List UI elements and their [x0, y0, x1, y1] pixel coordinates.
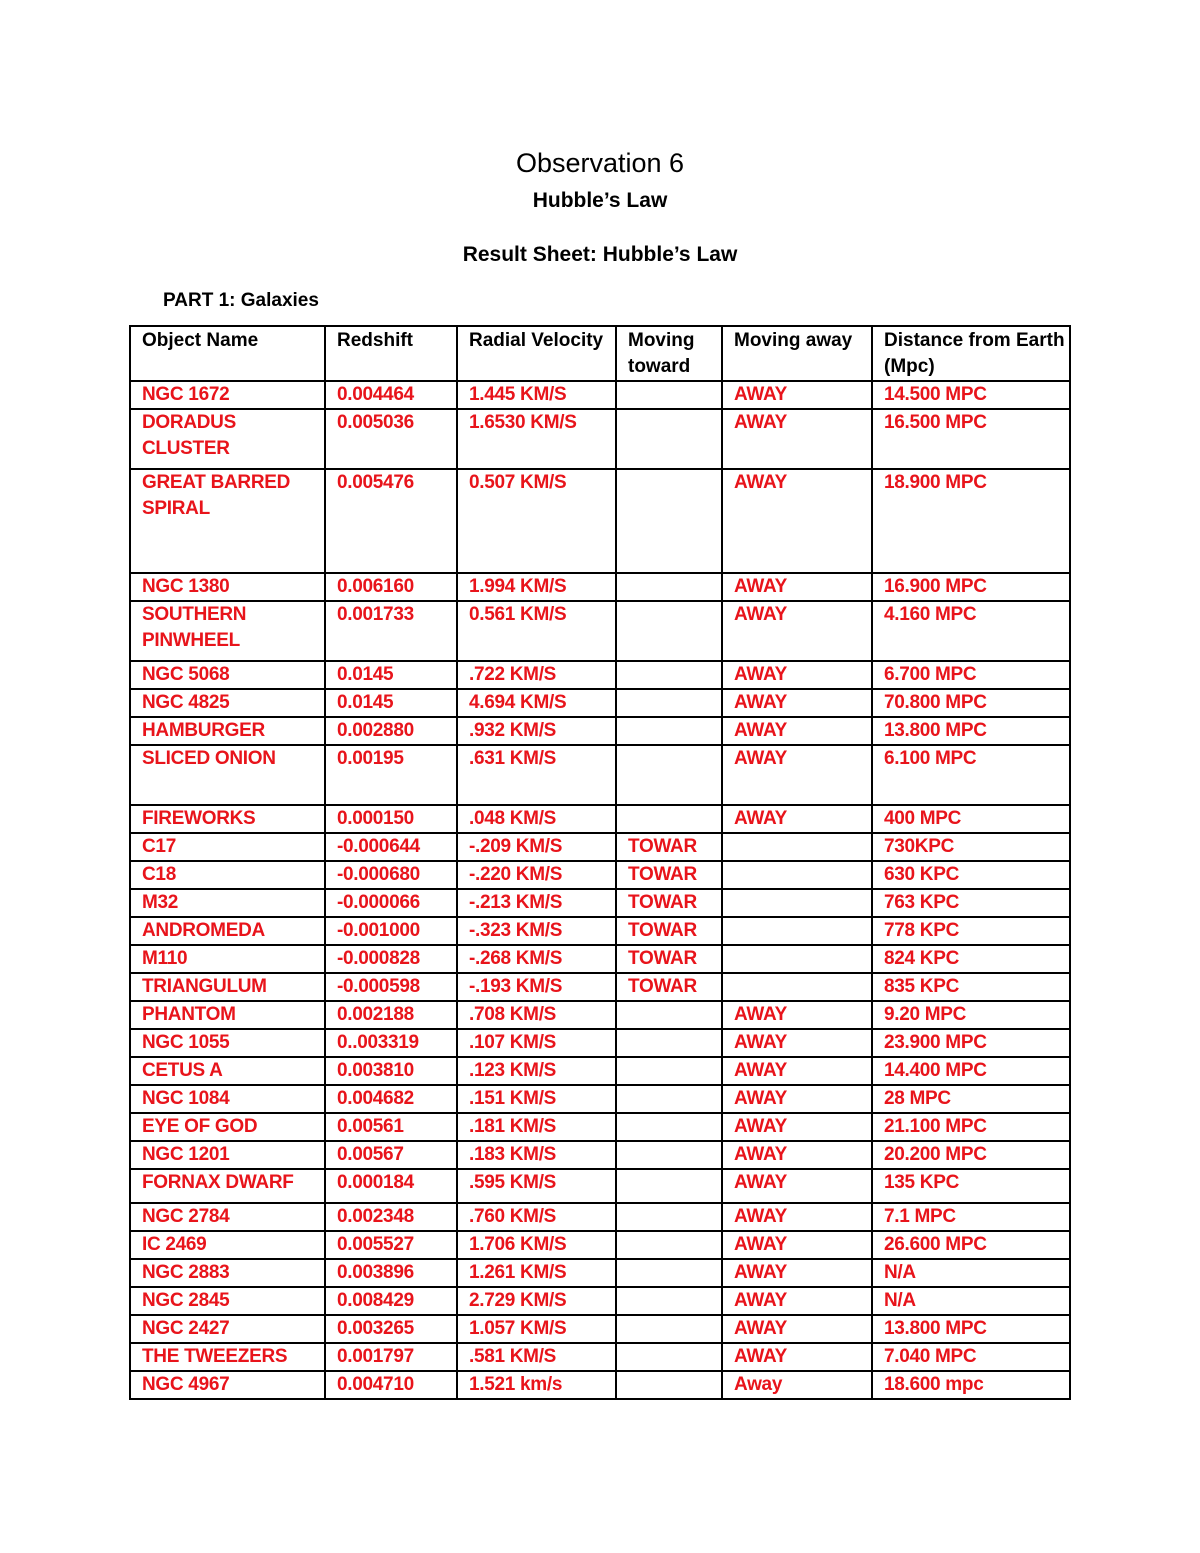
cell-object-name: DORADUS CLUSTER: [130, 409, 325, 469]
cell-distance: 835 KPC: [872, 973, 1070, 1001]
table-row: [130, 717, 1070, 745]
cell-radial-velocity: 1.6530 KM/S: [457, 409, 616, 469]
column-header-moving-toward: Moving toward: [616, 326, 722, 381]
cell-moving-away: AWAY: [722, 573, 872, 601]
table-row: [130, 409, 1070, 469]
cell-moving-toward: [616, 1001, 722, 1029]
cell-object-name: FIREWORKS: [130, 805, 325, 833]
table-body: [130, 381, 1070, 1399]
cell-redshift: 0.005476: [325, 469, 457, 573]
cell-object-name: NGC 1084: [130, 1085, 325, 1113]
cell-moving-away: AWAY: [722, 1001, 872, 1029]
cell-distance: 16.900 MPC: [872, 573, 1070, 601]
cell-moving-toward: [616, 409, 722, 469]
cell-object-name: SOUTHERN PINWHEEL: [130, 601, 325, 661]
table-row: [130, 745, 1070, 805]
cell-moving-toward: [616, 1085, 722, 1113]
cell-radial-velocity: 1.706 KM/S: [457, 1231, 616, 1259]
cell-object-name: TRIANGULUM: [130, 973, 325, 1001]
column-header-object-name: Object Name: [130, 326, 325, 381]
cell-moving-away: AWAY: [722, 1287, 872, 1315]
cell-distance: 4.160 MPC: [872, 601, 1070, 661]
cell-object-name: NGC 2883: [130, 1259, 325, 1287]
cell-moving-toward: TOWAR: [616, 861, 722, 889]
cell-moving-toward: TOWAR: [616, 833, 722, 861]
cell-radial-velocity: .631 KM/S: [457, 745, 616, 805]
cell-object-name: EYE OF GOD: [130, 1113, 325, 1141]
cell-redshift: -0.000644: [325, 833, 457, 861]
cell-redshift: 0.002880: [325, 717, 457, 745]
cell-distance: 6.700 MPC: [872, 661, 1070, 689]
document-subtitle: Hubble’s Law: [532, 189, 668, 212]
table-row: [130, 833, 1070, 861]
cell-redshift: 0.000184: [325, 1169, 457, 1203]
table-row: [130, 689, 1070, 717]
cell-moving-toward: [616, 1315, 722, 1343]
cell-radial-velocity: .708 KM/S: [457, 1001, 616, 1029]
cell-radial-velocity: .107 KM/S: [457, 1029, 616, 1057]
cell-moving-away: AWAY: [722, 1315, 872, 1343]
cell-moving-toward: [616, 1343, 722, 1371]
cell-redshift: 0.003265: [325, 1315, 457, 1343]
cell-radial-velocity: .760 KM/S: [457, 1203, 616, 1231]
table-row: [130, 973, 1070, 1001]
cell-radial-velocity: .932 KM/S: [457, 717, 616, 745]
table-row: [130, 1259, 1070, 1287]
cell-radial-velocity: 1.261 KM/S: [457, 1259, 616, 1287]
cell-redshift: 0.003896: [325, 1259, 457, 1287]
cell-moving-away: AWAY: [722, 601, 872, 661]
cell-moving-away: AWAY: [722, 717, 872, 745]
cell-redshift: 0.004682: [325, 1085, 457, 1113]
cell-radial-velocity: .722 KM/S: [457, 661, 616, 689]
cell-radial-velocity: -.209 KM/S: [457, 833, 616, 861]
cell-distance: 28 MPC: [872, 1085, 1070, 1113]
cell-radial-velocity: .181 KM/S: [457, 1113, 616, 1141]
table-row: [130, 1287, 1070, 1315]
cell-radial-velocity: 1.994 KM/S: [457, 573, 616, 601]
cell-moving-toward: [616, 1029, 722, 1057]
cell-distance: 9.20 MPC: [872, 1001, 1070, 1029]
cell-redshift: -0.000828: [325, 945, 457, 973]
document-title: Observation 6: [515, 148, 685, 178]
cell-distance: 70.800 MPC: [872, 689, 1070, 717]
cell-radial-velocity: 4.694 KM/S: [457, 689, 616, 717]
cell-distance: 13.800 MPC: [872, 717, 1070, 745]
cell-distance: 135 KPC: [872, 1169, 1070, 1203]
cell-radial-velocity: 1.521 km/s: [457, 1371, 616, 1399]
table-row: [130, 1231, 1070, 1259]
cell-redshift: -0.000680: [325, 861, 457, 889]
cell-radial-velocity: .123 KM/S: [457, 1057, 616, 1085]
cell-moving-away: [722, 833, 872, 861]
cell-moving-away: AWAY: [722, 1231, 872, 1259]
cell-object-name: C18: [130, 861, 325, 889]
cell-object-name: SLICED ONION: [130, 745, 325, 805]
cell-moving-toward: [616, 381, 722, 409]
cell-moving-away: [722, 861, 872, 889]
cell-redshift: 0.003810: [325, 1057, 457, 1085]
cell-distance: 13.800 MPC: [872, 1315, 1070, 1343]
cell-distance: 20.200 MPC: [872, 1141, 1070, 1169]
cell-distance: 7.040 MPC: [872, 1343, 1070, 1371]
cell-moving-away: AWAY: [722, 1057, 872, 1085]
cell-moving-toward: [616, 1203, 722, 1231]
cell-redshift: 0.001797: [325, 1343, 457, 1371]
cell-moving-toward: [616, 1057, 722, 1085]
cell-object-name: THE TWEEZERS: [130, 1343, 325, 1371]
cell-distance: 630 KPC: [872, 861, 1070, 889]
table-row: [130, 861, 1070, 889]
cell-moving-away: AWAY: [722, 1085, 872, 1113]
cell-object-name: PHANTOM: [130, 1001, 325, 1029]
table-header-row: [130, 326, 1070, 381]
cell-redshift: -0.000066: [325, 889, 457, 917]
cell-object-name: NGC 2845: [130, 1287, 325, 1315]
cell-moving-toward: [616, 1141, 722, 1169]
cell-object-name: ANDROMEDA: [130, 917, 325, 945]
cell-radial-velocity: -.213 KM/S: [457, 889, 616, 917]
cell-moving-toward: [616, 1371, 722, 1399]
cell-distance: 18.900 MPC: [872, 469, 1070, 573]
cell-moving-away: [722, 945, 872, 973]
column-header-radial-velocity: Radial Velocity: [457, 326, 616, 381]
cell-object-name: CETUS A: [130, 1057, 325, 1085]
cell-object-name: NGC 4825: [130, 689, 325, 717]
cell-moving-away: AWAY: [722, 745, 872, 805]
cell-redshift: 0.005036: [325, 409, 457, 469]
table-row: [130, 1169, 1070, 1203]
cell-distance: 16.500 MPC: [872, 409, 1070, 469]
cell-moving-away: AWAY: [722, 661, 872, 689]
cell-moving-toward: [616, 601, 722, 661]
cell-radial-velocity: .581 KM/S: [457, 1343, 616, 1371]
cell-distance: 824 KPC: [872, 945, 1070, 973]
cell-moving-toward: [616, 805, 722, 833]
table-row: [130, 945, 1070, 973]
cell-distance: 26.600 MPC: [872, 1231, 1070, 1259]
cell-distance: 730KPC: [872, 833, 1070, 861]
column-header-moving-away: Moving away: [722, 326, 872, 381]
cell-moving-toward: TOWAR: [616, 945, 722, 973]
cell-redshift: 0.004464: [325, 381, 457, 409]
cell-distance: N/A: [872, 1287, 1070, 1315]
cell-moving-toward: TOWAR: [616, 973, 722, 1001]
cell-redshift: 0.00195: [325, 745, 457, 805]
cell-radial-velocity: 1.445 KM/S: [457, 381, 616, 409]
cell-redshift: 0.00561: [325, 1113, 457, 1141]
cell-distance: 23.900 MPC: [872, 1029, 1070, 1057]
cell-distance: 14.400 MPC: [872, 1057, 1070, 1085]
cell-moving-away: AWAY: [722, 805, 872, 833]
table-row: [130, 661, 1070, 689]
cell-redshift: 0.00567: [325, 1141, 457, 1169]
cell-distance: 400 MPC: [872, 805, 1070, 833]
cell-redshift: 0.0145: [325, 661, 457, 689]
table-row: [130, 601, 1070, 661]
cell-redshift: 0.002188: [325, 1001, 457, 1029]
cell-object-name: M32: [130, 889, 325, 917]
cell-distance: 7.1 MPC: [872, 1203, 1070, 1231]
cell-distance: 778 KPC: [872, 917, 1070, 945]
cell-moving-toward: [616, 469, 722, 573]
cell-redshift: 0.001733: [325, 601, 457, 661]
cell-redshift: 0.002348: [325, 1203, 457, 1231]
table-row: [130, 1029, 1070, 1057]
table-row: [130, 917, 1070, 945]
cell-moving-away: AWAY: [722, 1343, 872, 1371]
cell-moving-toward: [616, 573, 722, 601]
cell-object-name: C17: [130, 833, 325, 861]
cell-radial-velocity: 1.057 KM/S: [457, 1315, 616, 1343]
cell-redshift: 0.006160: [325, 573, 457, 601]
cell-radial-velocity: 2.729 KM/S: [457, 1287, 616, 1315]
cell-moving-away: AWAY: [722, 1259, 872, 1287]
table-row: [130, 1141, 1070, 1169]
cell-moving-toward: [616, 1231, 722, 1259]
part-label: PART 1: Galaxies: [163, 290, 319, 311]
cell-moving-away: AWAY: [722, 1169, 872, 1203]
cell-radial-velocity: -.268 KM/S: [457, 945, 616, 973]
cell-redshift: 0.0145: [325, 689, 457, 717]
cell-moving-away: AWAY: [722, 409, 872, 469]
cell-object-name: IC 2469: [130, 1231, 325, 1259]
table-row: [130, 573, 1070, 601]
sheet-title: Result Sheet: Hubble’s Law: [462, 243, 738, 266]
cell-radial-velocity: .151 KM/S: [457, 1085, 616, 1113]
cell-radial-velocity: 0.507 KM/S: [457, 469, 616, 573]
cell-radial-velocity: -.323 KM/S: [457, 917, 616, 945]
cell-radial-velocity: .048 KM/S: [457, 805, 616, 833]
cell-redshift: 0.000150: [325, 805, 457, 833]
cell-moving-away: [722, 917, 872, 945]
table-row: [130, 1203, 1070, 1231]
cell-moving-toward: [616, 1169, 722, 1203]
table-row: [130, 1057, 1070, 1085]
cell-object-name: NGC 2784: [130, 1203, 325, 1231]
cell-object-name: NGC 1055: [130, 1029, 325, 1057]
cell-object-name: HAMBURGER: [130, 717, 325, 745]
cell-moving-toward: TOWAR: [616, 889, 722, 917]
table-row: [130, 1343, 1070, 1371]
cell-object-name: NGC 5068: [130, 661, 325, 689]
cell-moving-toward: [616, 745, 722, 805]
table-row: [130, 1113, 1070, 1141]
cell-radial-velocity: 0.561 KM/S: [457, 601, 616, 661]
table-row: [130, 1315, 1070, 1343]
cell-radial-velocity: -.193 KM/S: [457, 973, 616, 1001]
cell-redshift: 0.005527: [325, 1231, 457, 1259]
cell-redshift: 0.004710: [325, 1371, 457, 1399]
cell-distance: 763 KPC: [872, 889, 1070, 917]
table-row: [130, 805, 1070, 833]
table-row: [130, 469, 1070, 573]
cell-moving-toward: [616, 1259, 722, 1287]
column-header-redshift: Redshift: [325, 326, 457, 381]
cell-moving-away: AWAY: [722, 1203, 872, 1231]
cell-moving-away: AWAY: [722, 1141, 872, 1169]
cell-moving-away: [722, 889, 872, 917]
cell-moving-toward: [616, 661, 722, 689]
table-row: [130, 889, 1070, 917]
cell-distance: 6.100 MPC: [872, 745, 1070, 805]
cell-moving-toward: [616, 689, 722, 717]
cell-object-name: M110: [130, 945, 325, 973]
cell-object-name: GREAT BARRED SPIRAL: [130, 469, 325, 573]
cell-moving-away: AWAY: [722, 689, 872, 717]
cell-radial-velocity: .595 KM/S: [457, 1169, 616, 1203]
cell-distance: 18.600 mpc: [872, 1371, 1070, 1399]
table-row: [130, 1001, 1070, 1029]
cell-moving-toward: [616, 1287, 722, 1315]
cell-redshift: 0..003319: [325, 1029, 457, 1057]
cell-distance: 21.100 MPC: [872, 1113, 1070, 1141]
cell-moving-away: AWAY: [722, 469, 872, 573]
cell-object-name: NGC 2427: [130, 1315, 325, 1343]
cell-object-name: NGC 1380: [130, 573, 325, 601]
column-header-distance: Distance from Earth (Mpc): [872, 326, 1070, 381]
cell-moving-toward: TOWAR: [616, 917, 722, 945]
cell-distance: 14.500 MPC: [872, 381, 1070, 409]
cell-radial-velocity: -.220 KM/S: [457, 861, 616, 889]
cell-moving-toward: [616, 717, 722, 745]
cell-moving-away: AWAY: [722, 1113, 872, 1141]
cell-distance: N/A: [872, 1259, 1070, 1287]
cell-redshift: -0.001000: [325, 917, 457, 945]
cell-moving-away: AWAY: [722, 1029, 872, 1057]
cell-moving-away: [722, 973, 872, 1001]
cell-moving-away: AWAY: [722, 381, 872, 409]
results-table: [129, 325, 1071, 1400]
cell-moving-away: Away: [722, 1371, 872, 1399]
table-row: [130, 381, 1070, 409]
table-row: [130, 1371, 1070, 1399]
cell-moving-toward: [616, 1113, 722, 1141]
cell-radial-velocity: .183 KM/S: [457, 1141, 616, 1169]
cell-object-name: FORNAX DWARF: [130, 1169, 325, 1203]
cell-redshift: 0.008429: [325, 1287, 457, 1315]
cell-redshift: -0.000598: [325, 973, 457, 1001]
cell-object-name: NGC 1201: [130, 1141, 325, 1169]
cell-object-name: NGC 1672: [130, 381, 325, 409]
cell-object-name: NGC 4967: [130, 1371, 325, 1399]
table-row: [130, 1085, 1070, 1113]
